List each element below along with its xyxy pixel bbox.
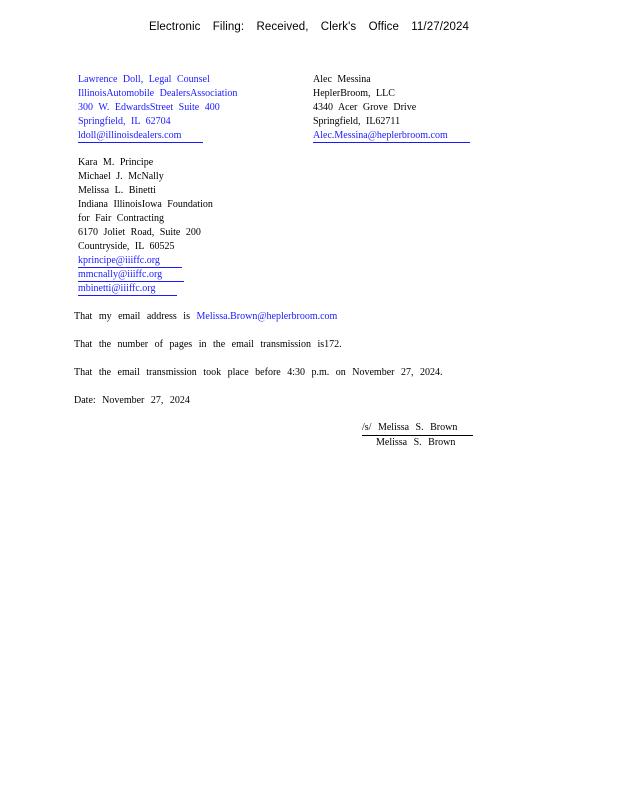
service-address-iiiffc xyxy=(78,156,213,296)
signature-block xyxy=(362,421,473,450)
electronic-signature: /s/ Melissa S. Brown xyxy=(362,421,473,436)
email-link-amessina[interactable]: Alec.Messina@heplerbroom.com xyxy=(313,129,470,143)
statement-email-address xyxy=(74,310,337,324)
address-line: Springfield, IL 62704 xyxy=(78,116,171,127)
email-link-ldoll[interactable]: ldoll@illinoisdealers.com xyxy=(78,129,203,143)
email-link-kprincipe[interactable]: kprincipe@iiiffc.org xyxy=(78,254,182,268)
address-line: Alec Messina xyxy=(313,74,371,85)
signer-name: Melissa S. Brown xyxy=(376,437,456,448)
filing-stamp-header: Electronic Filing: Received, Clerk's Office 11/27/2024 xyxy=(149,21,469,33)
address-line: Kara M. Principe xyxy=(78,157,154,168)
address-line: Countryside, IL 60525 xyxy=(78,241,175,252)
address-line: 6170 Joliet Road, Suite 200 xyxy=(78,227,201,238)
address-line: Springfield, IL62711 xyxy=(313,116,401,127)
email-link-mbrown[interactable]: Melissa.Brown@heplerbroom.com xyxy=(196,311,338,322)
address-line: Indiana IllinoisIowa Foundation xyxy=(78,199,213,210)
address-line: Michael J. McNally xyxy=(78,171,164,182)
email-link-mmcnally[interactable]: mmcnally@iiiffc.org xyxy=(78,268,184,282)
statement-email-prefix: That my email address is xyxy=(74,311,190,322)
address-line: Melissa L. Binetti xyxy=(78,185,156,196)
statement-page-count: That the number of pages in the email transmission is172. xyxy=(74,339,342,350)
address-line: for Fair Contracting xyxy=(78,213,164,224)
address-line: 300 W. EdwardsStreet Suite 400 xyxy=(78,102,220,113)
address-line: 4340 Acer Grove Drive xyxy=(313,102,417,113)
statement-transmission-time: That the email transmission took place before 4:30 p.m. on November 27, 2024. xyxy=(74,367,443,378)
email-link-mbinetti[interactable]: mbinetti@iiiffc.org xyxy=(78,282,177,296)
address-line: Lawrence Doll, Legal Counsel xyxy=(78,74,210,85)
address-line: IllinoisAutomobile DealersAssociation xyxy=(78,88,238,99)
service-address-doll xyxy=(78,73,237,143)
service-address-messina xyxy=(313,73,470,143)
address-line: HeplerBroom, LLC xyxy=(313,88,395,99)
statement-date: Date: November 27, 2024 xyxy=(74,395,190,406)
